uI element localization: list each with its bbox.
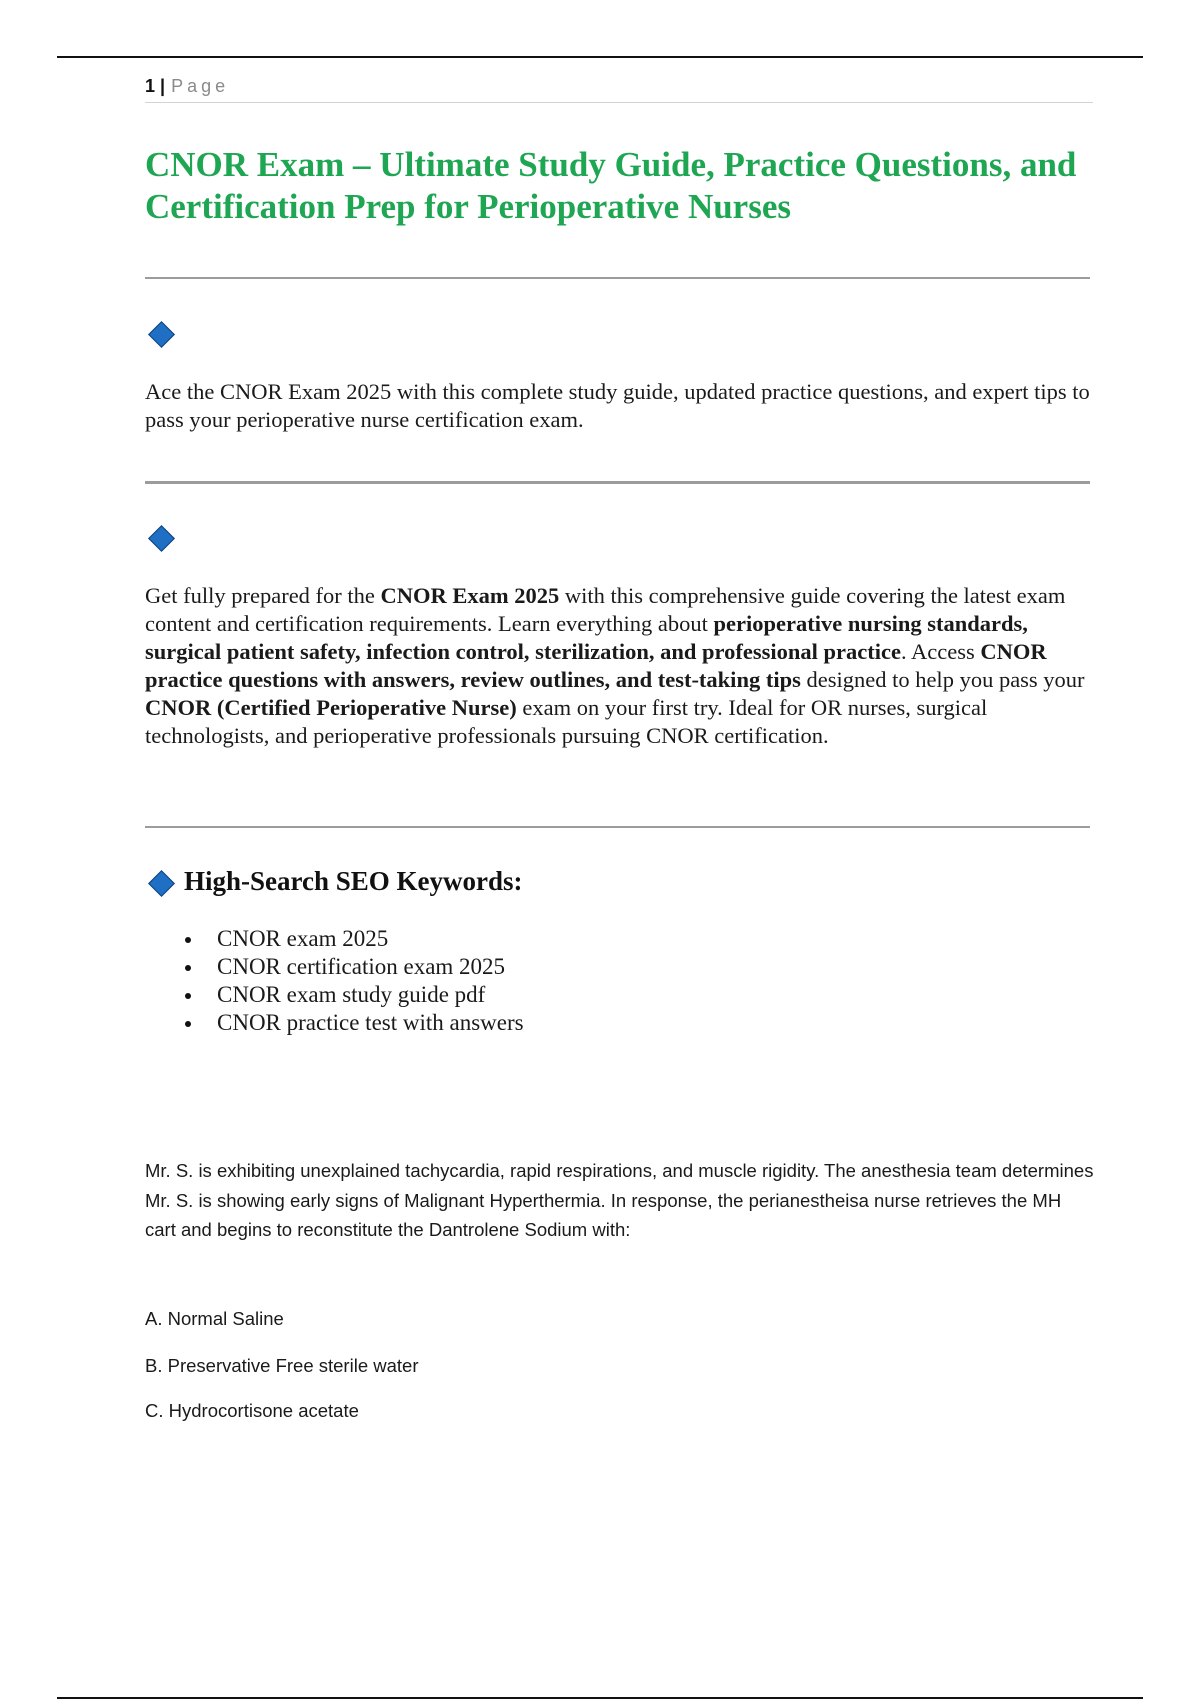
page-number: 1 [145,76,156,96]
bullet-icon [185,993,191,999]
keyword-text: CNOR exam study guide pdf [217,982,486,1007]
description-text: designed to help you pass your [800,667,1085,692]
list-item [145,981,845,1009]
keywords-list [145,925,845,1037]
description-bold: perioperative nursing standards, surgical patient safety, infection control, sterilization, and professional practice [145,611,1028,664]
bullet-icon [185,937,191,943]
page-label: Page [171,76,230,96]
divider [145,826,1090,828]
top-rule [57,56,1143,58]
keywords-heading: High-Search SEO Keywords: [184,866,523,896]
question-stem: Mr. S. is exhibiting unexplained tachycardia, rapid respirations, and muscle rigidity. The anesthesia team determines Mr. S. is showing early signs of Malignant Hyperthermia. In response, the perianestheisa nurse retrieves the MH cart and begins to reconstitute the Dantrolene Sodium with: [145,1160,1094,1240]
description-text: Get fully prepared for the [145,583,381,608]
description-bold: CNOR Exam 2025 [380,583,560,608]
diamond-bullet-icon [148,525,175,552]
diamond-bullet-icon [148,321,175,348]
bottom-rule [57,1697,1143,1699]
answer-option-b: B. Preservative Free sterile water [145,1355,419,1376]
page-separator: | [160,76,166,96]
answer-option-c: C. Hydrocortisone acetate [145,1400,359,1421]
description-bold: CNOR practice questions with answers, review outlines, and test-taking tips [145,639,1047,692]
list-item [145,1009,845,1037]
document-title: CNOR Exam – Ultimate Study Guide, Practice Questions, and Certification Prep for Perioperative Nurses [145,145,1077,226]
description-text: exam on your first try. Ideal for OR nurses, surgical technologists, and perioperative professionals pursuing CNOR certification. [145,695,988,748]
list-item [145,925,845,953]
keyword-text: CNOR exam 2025 [217,926,389,951]
answer-option-a: A. Normal Saline [145,1308,284,1329]
description-text: . Access [900,639,981,664]
description-text: with this comprehensive guide covering the latest exam content and certification requirements. Learn everything about [145,583,1066,636]
bullet-icon [185,965,191,971]
diamond-bullet-icon [148,870,175,897]
keyword-text: CNOR practice test with answers [217,1010,524,1035]
bullet-icon [185,1021,191,1027]
page-header [145,72,1093,103]
description-bold: CNOR (Certified Perioperative Nurse) [145,695,517,720]
description-paragraph [145,582,1095,750]
divider [145,481,1090,484]
keyword-text: CNOR certification exam 2025 [217,954,506,979]
divider [145,277,1090,279]
list-item [145,953,845,981]
intro-paragraph: Ace the CNOR Exam 2025 with this complete study guide, updated practice questions, and expert tips to pass your perioperative nurse certification exam. [145,379,1090,432]
